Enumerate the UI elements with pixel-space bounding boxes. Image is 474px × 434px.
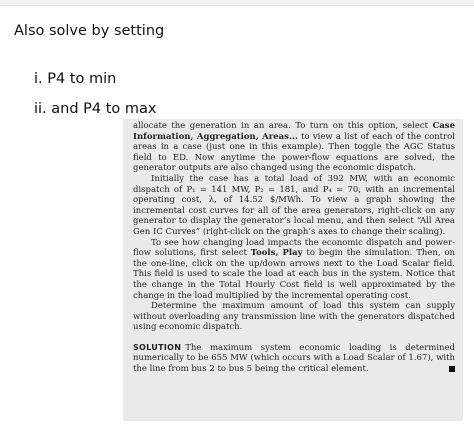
excerpt-paragraph-4: Determine the maximum amount of load this system can supply without overloading any transmission line with the generators dispatched using economic dispatch. [133,301,455,333]
question-block [14,22,454,130]
solution-label: SOLUTION [133,342,182,352]
p3-text-a: To see how changing load impacts the economic dispatch and power-flow solutions, first select [133,237,455,259]
solution-text: The maximum system economic loading is determined numerically to be 655 MW (which occurs with a Load Scalar of 1.67), with the line from bus 2 to bus 5 being the critical element. [133,342,455,375]
question-part-ii: ii. and P4 to max [34,101,157,117]
excerpt-paragraph-3 [133,238,455,302]
end-of-solution-mark [449,366,455,372]
top-border [0,0,474,6]
p3-text-b: to begin the simulation. Then, on the one-line, click on the up/down arrows next to the Load Scalar field. This field is used to scale the load at each bus in the system. Notice that the change in the Total Hourly Cost field is well approximated by the change in the load multiplied by the incremental operating cost. [133,248,455,301]
solution-paragraph [133,343,455,375]
excerpt-paragraph-1 [133,121,455,174]
question-part-i: i. P4 to min [34,71,117,87]
textbook-excerpt [123,119,463,421]
p1-text-b: to view a list of each of the control areas in a case (just one in this example). Then toggle the AGC Status field to ED. Now anytime the power-flow equations are solved, the generator outputs are also changed using the economic dispatch. [133,131,455,174]
p1-text-a: allocate the generation in an area. To turn on this option, select [133,121,433,131]
question-heading: Also solve by setting [14,23,165,39]
p1-bold-menu: Case Information, Aggregation, Areas... [133,121,455,142]
p3-bold-menu: Tools, Play [250,248,303,259]
excerpt-paragraph-2: Initially the case has a total load of 392 MW, with an economic dispatch of P₁ = 141 MW, P₂ = 181, and P₄ = 70, with an incremental operating cost, λ, of 14.52 $/MWh. To view a graph showing the incremental cost curves for all of the area generators, right-click on any generator to display the generator’s local menu, and then select “All Area Gen IC Curves” (right-click on the graph’s axes to change their scaling). [133,173,455,237]
